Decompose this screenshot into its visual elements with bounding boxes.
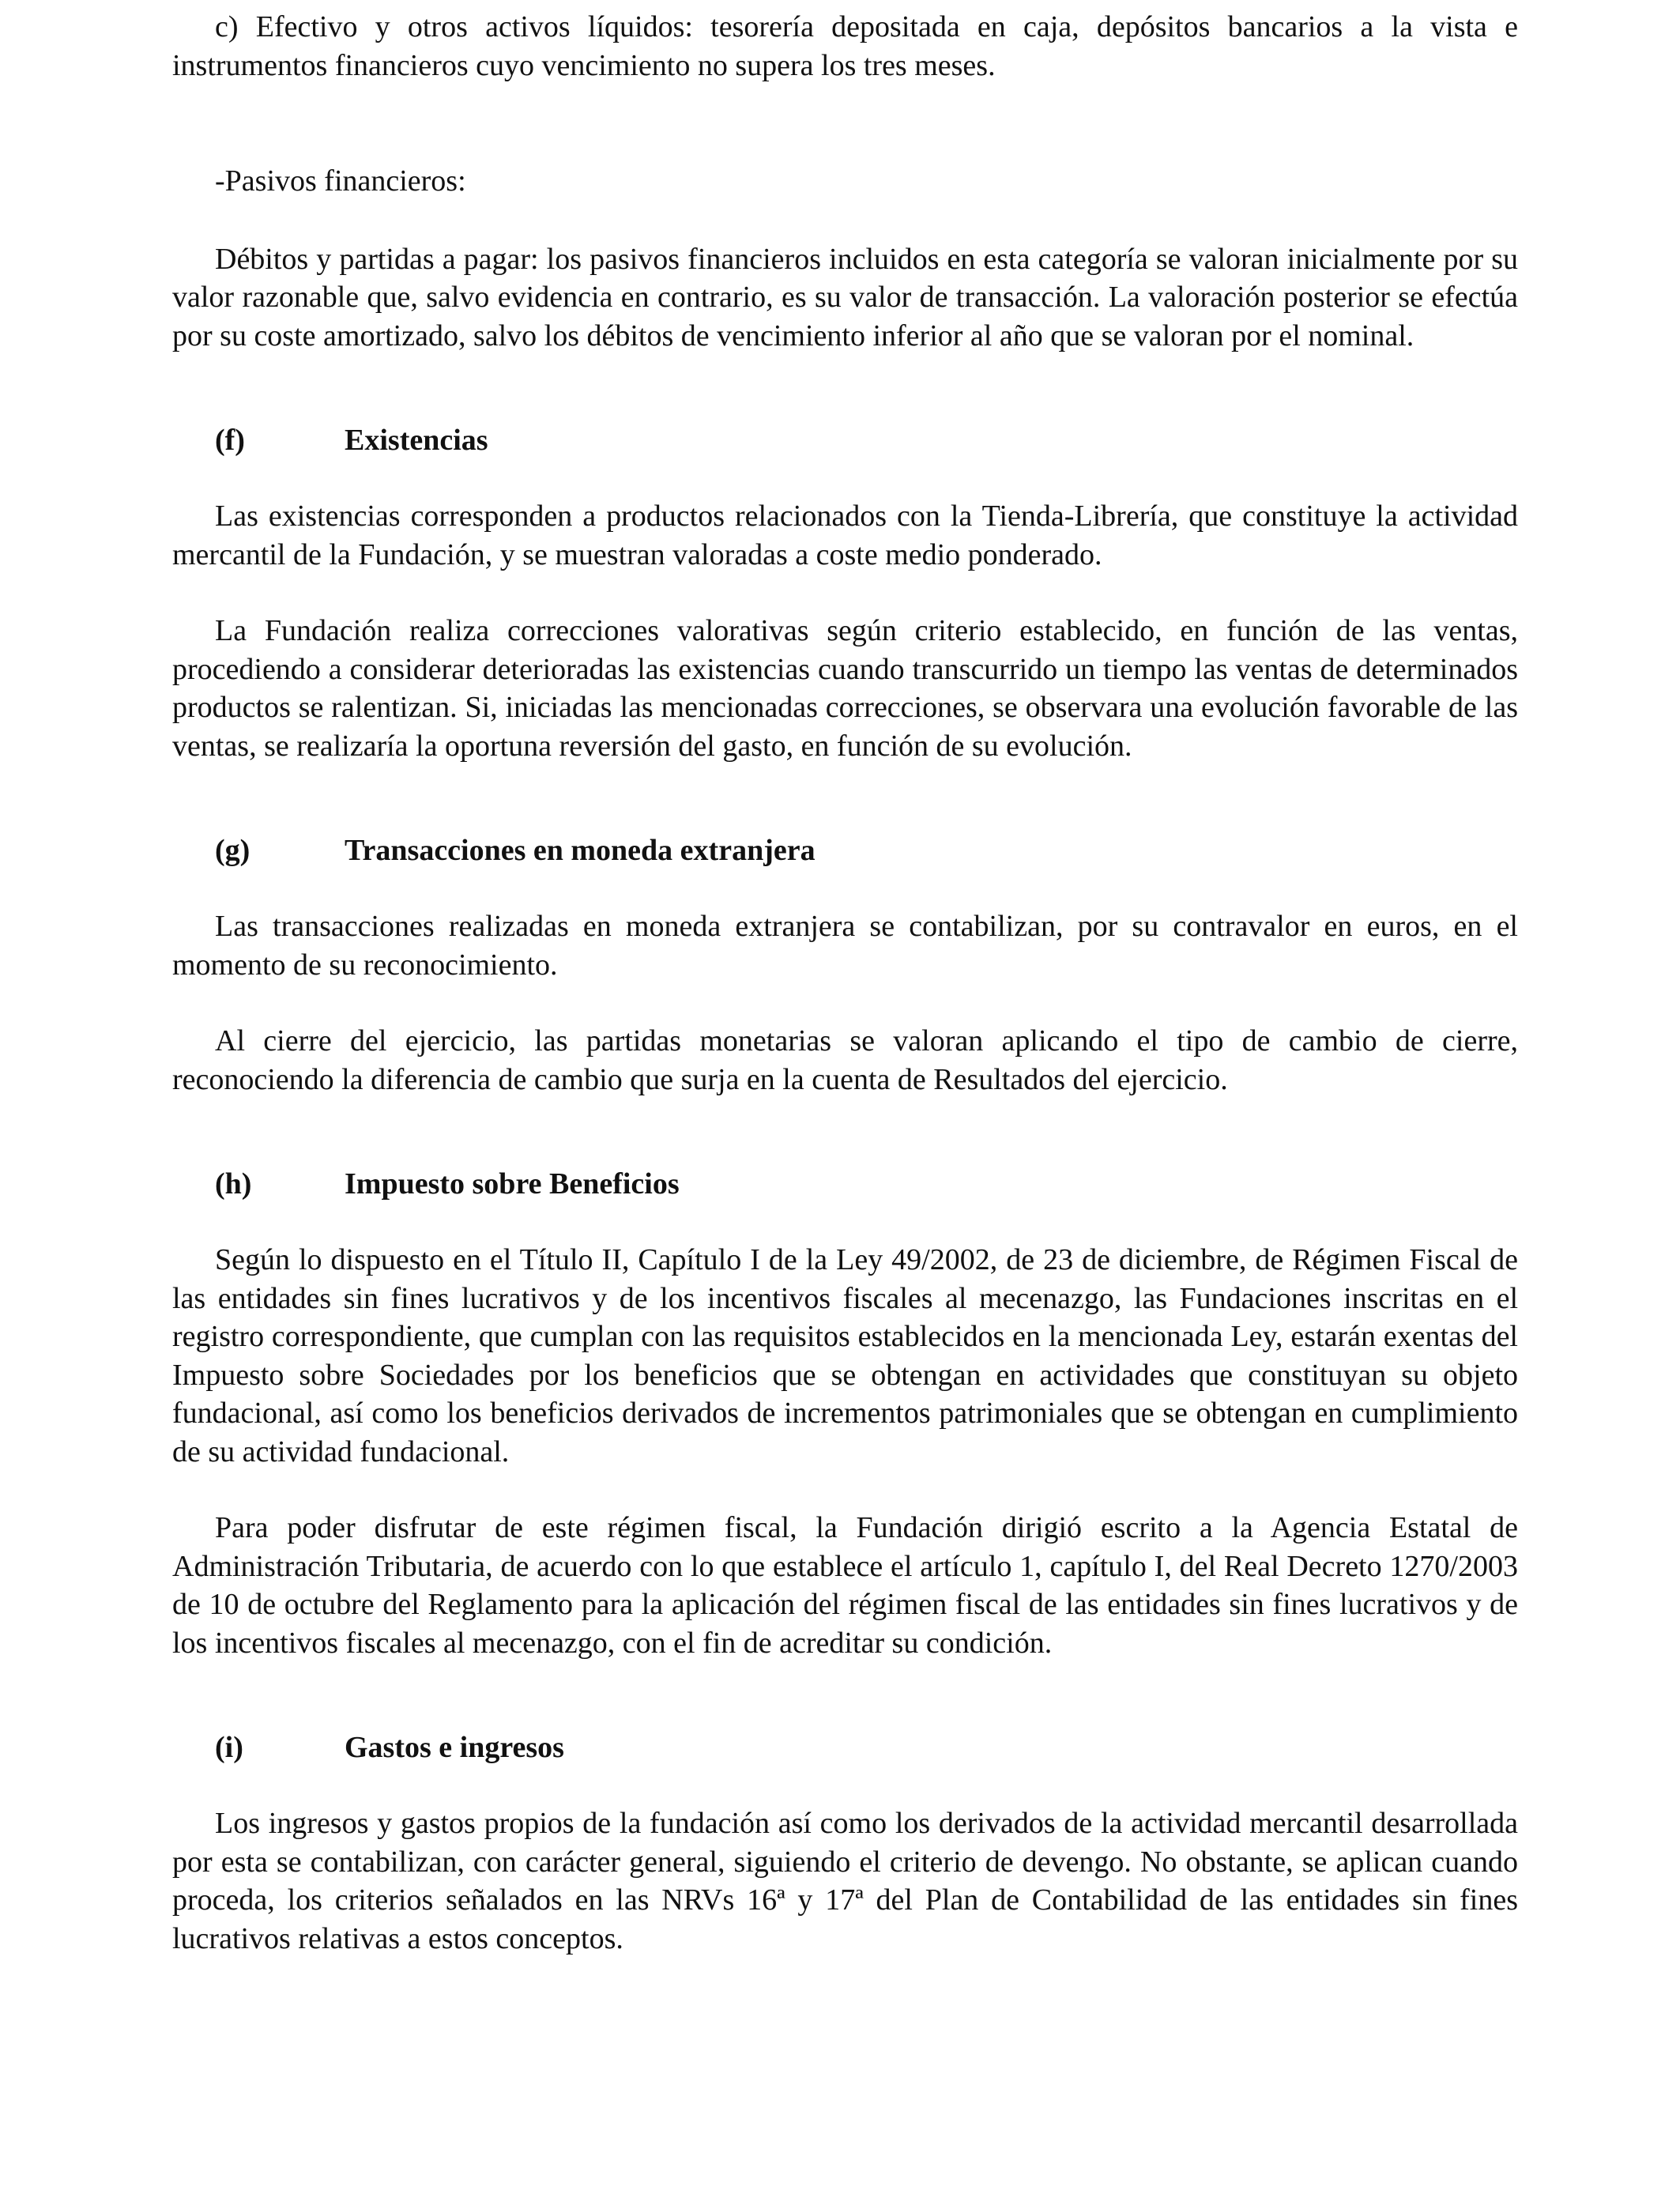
- section-title: Transacciones en moneda extranjera: [345, 834, 816, 867]
- section-heading-existencias: [172, 421, 1518, 459]
- document-page: [172, 8, 1518, 1958]
- paragraph-existencias-1: Las existencias corresponden a productos relacionados con la Tienda-Librería, que constituye la actividad mercantil de la Fundación, y se muestran valoradas a coste medio ponderado.: [172, 499, 1518, 571]
- section-heading-impuesto: [172, 1165, 1518, 1203]
- paragraph-impuesto-2: Para poder disfrutar de este régimen fiscal, la Fundación dirigió escrito a la Agencia Estatal de Administración Tributaria, de acuerdo con lo que establece el artículo 1, capítulo I, del Real Decreto 1270/2003 de 10 de octubre del Reglamento para la aplicación del régimen fiscal de las entidades sin fines lucrativos y de los incentivos fiscales al mecenazgo, con el fin de acreditar su condición.: [172, 1511, 1518, 1660]
- section-letter: (f): [215, 424, 245, 457]
- paragraph-gastos-ingresos-1: Los ingresos y gastos propios de la fundación así como los derivados de la actividad mercantil desarrollada por esta se contabilizan, con carácter general, siguiendo el criterio de devengo. No obstante, se aplican cuando proceda, los criterios señalados en las NRVs 16ª y 17ª del Plan de Contabilidad de las entidades sin fines lucrativos relativas a estos conceptos.: [172, 1807, 1518, 1955]
- section-heading-gastos-ingresos: [172, 1728, 1518, 1766]
- paragraph-moneda-1: Las transacciones realizadas en moneda extranjera se contabilizan, por su contravalor en euros, en el momento de su reconocimiento.: [172, 910, 1518, 982]
- section-title: Gastos e ingresos: [345, 1731, 564, 1764]
- section-heading-moneda-extranjera: [172, 831, 1518, 869]
- section-title: Impuesto sobre Beneficios: [345, 1167, 680, 1201]
- section-letter: (g): [215, 834, 250, 867]
- section-letter: (h): [215, 1167, 252, 1201]
- paragraph-impuesto-1: Según lo dispuesto en el Título II, Capítulo I de la Ley 49/2002, de 23 de diciembre, de Régimen Fiscal de las entidades sin fines lucrativos y de los incentivos fiscales al mecenazgo, las Fundaciones inscritas en el registro correspondiente, que cumplan con las requisitos establecidos en la mencionada Ley, estarán exentas del Impuesto sobre Sociedades por los beneficios que se obtengan en actividades que constituyan su objeto fundacional, así como los beneficios derivados de incrementos patrimoniales que se obtengan en cumplimiento de su actividad fundacional.: [172, 1243, 1518, 1468]
- section-title: Existencias: [345, 424, 488, 457]
- paragraph-moneda-2: Al cierre del ejercicio, las partidas monetarias se valoran aplicando el tipo de cambio de cierre, reconociendo la diferencia de cambio que surja en la cuenta de Resultados del ejercicio.: [172, 1024, 1518, 1096]
- paragraph-existencias-2: La Fundación realiza correcciones valorativas según criterio establecido, en función de las ventas, procediendo a considerar deterioradas las existencias cuando transcurrido un tiempo las ventas de determinados productos se ralentizan. Si, iniciadas las mencionadas correcciones, se observara una evolución favorable de las ventas, se realizaría la oportuna reversión del gasto, en función de su evolución.: [172, 614, 1518, 763]
- paragraph-debitos: Débitos y partidas a pagar: los pasivos financieros incluidos en esta categoría se valoran inicialmente por su valor razonable que, salvo evidencia en contrario, es su valor de transacción. La valoración posterior se efectúa por su coste amortizado, salvo los débitos de vencimiento inferior al año que se valoran por el nominal.: [172, 242, 1518, 352]
- section-letter: (i): [215, 1731, 243, 1764]
- paragraph-efectivo: c) Efectivo y otros activos líquidos: tesorería depositada en caja, depósitos bancarios a la vista e instrumentos financieros cuyo vencimiento no supera los tres meses.: [172, 10, 1518, 82]
- label-pasivos-financieros: -Pasivos financieros:: [215, 164, 466, 198]
